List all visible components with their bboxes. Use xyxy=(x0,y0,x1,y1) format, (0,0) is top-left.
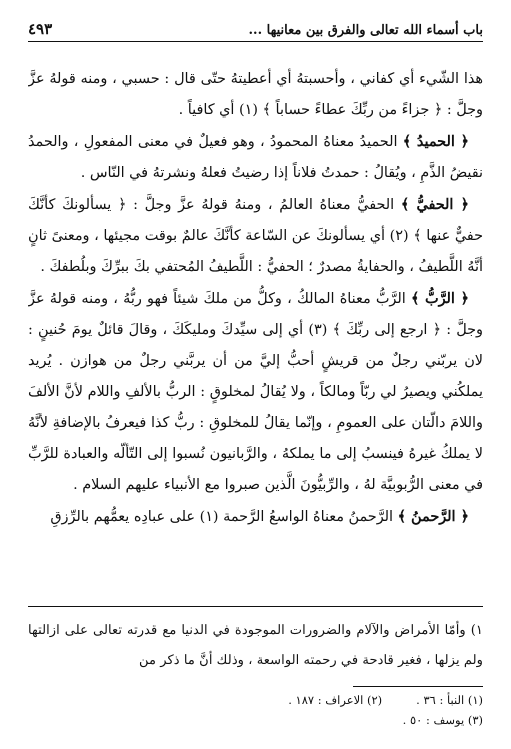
reference-1: (١) النبأ : ٣٦ . xyxy=(416,693,483,707)
reference-3: (٣) يوسف : ٥٠ . xyxy=(402,713,483,727)
paragraph-ar-rabb xyxy=(28,283,483,501)
footnote: ١) وأمّا الأمراض والآلام والضرورات الموجودة في الدنيا مع قدرته تعالى على ازالتها ولم يزلها ، فغير قادحة في رحمته الواسعة ، وذلك أنَّ ما ذكر من xyxy=(28,623,483,668)
footnote-divider xyxy=(28,606,483,607)
paragraph-ar-rahman xyxy=(28,501,483,533)
paragraph-text: الحميدُ معناهُ المحمودُ ، وهو فعيلٌ في معنى المفعولِ ، والحمدُ نقيضُ الذَّمِ ، ويُقالُ : حمدتُ فلاناً إذا رضيتُ فعلهُ ونشرتهُ في النّاس . xyxy=(28,134,483,181)
running-title: باب أسماء الله تعالى والفرق بين معانيها ... xyxy=(248,23,483,38)
term-al-hafi: ﴿ الحفيُّ ﴾ xyxy=(400,196,469,213)
running-header xyxy=(28,8,483,42)
term-ar-rahman: ﴿ الرَّحمنُ ﴾ xyxy=(397,508,469,525)
references-divider xyxy=(353,686,483,687)
reference-2: (٢) الاعراف : ١٨٧ . xyxy=(288,693,383,707)
paragraph-text: هذا الشّيء أي كفاني ، وأحسبتهُ أي أعطيتهُ حتّى قال : حسبي ، ومنه قولهُ عزَّ وجلَّ : ﴿ جزاءً من ربِّكَ عطاءً حساباً ﴾ (١) أي كافياً . xyxy=(28,71,483,118)
term-ar-rabb: ﴿ الرَّبُّ ﴾ xyxy=(410,290,469,307)
page-number: ٤٩٣ xyxy=(28,20,53,38)
paragraph-text: الحفيُّ معناهُ العالمُ ، ومنهُ قولهُ عزَّ وجلَّ : ﴿ يسألونكَ كأنَّكَ حفيٌّ عنها ﴾ (٢) أي يسألونكَ عن السّاعة كأنَّكَ عالمٌ بوقت مجيئها ، ومعنىً ثانٍ أنَّهُ اللَّطيفُ ، والحفايةُ مصدرٌ ؛ الحفيُّ : اللَّطيفُ المُحتفي بكَ ببرِّكَ وبلُطفكَ . xyxy=(28,197,483,275)
paragraph-text: الرَّبُّ معناهُ المالكُ ، وكلُّ من ملكَ شيئاً فهو ربُّهُ ، ومنه قولهُ عزَّ وجلَّ : ﴿ ارجع إلى ربِّكَ ﴾ (٣) أي إلى سيِّدكَ ومليكَكَ ، وقالَ قائلٌ يومَ حُنينٍ : لان يربّني رجلٌ من قريشٍ أحبُّ إليَّ من أن يربَّني رجلٌ من هوازن . يُريد يملكُني ويصيرُ لي ربّاً ومالكاً ، ولا يُقالُ لمخلوقٍ : الربُّ بالألفِ واللام لأنَّ الألفَ واللامَ دالّتان على العمومِ ، وإنّما يقالُ للمخلوقِ : ربُّ كذا فيعرفُ بالإضافةِ لأنَّهُ لا يملكُ غيرهُ فينسبُ إلى ما يملكهُ ، والرَّبانيون نُسبوا إلى التّألّه والعبادة للرَّبِّ في معنى الرُّبوبيَّة لهُ ، والرِّبيُّونَ الَّذين صبروا مع الأنبياء عليهم السلام . xyxy=(28,291,483,493)
paragraph-hasib xyxy=(28,64,483,126)
paragraph-al-hafi xyxy=(28,189,483,283)
references xyxy=(100,690,483,730)
references-row xyxy=(100,710,483,730)
main-text xyxy=(28,64,483,584)
term-al-hamid: ﴿ الحميدُ ﴾ xyxy=(402,133,469,150)
references-row xyxy=(100,690,483,710)
paragraph-text: الرَّحمنُ معناهُ الواسعُ الرَّحمة (١) على عبادِه يعمُّهم بالرِّزقِ xyxy=(50,509,398,525)
paragraph-al-hamid xyxy=(28,126,483,189)
